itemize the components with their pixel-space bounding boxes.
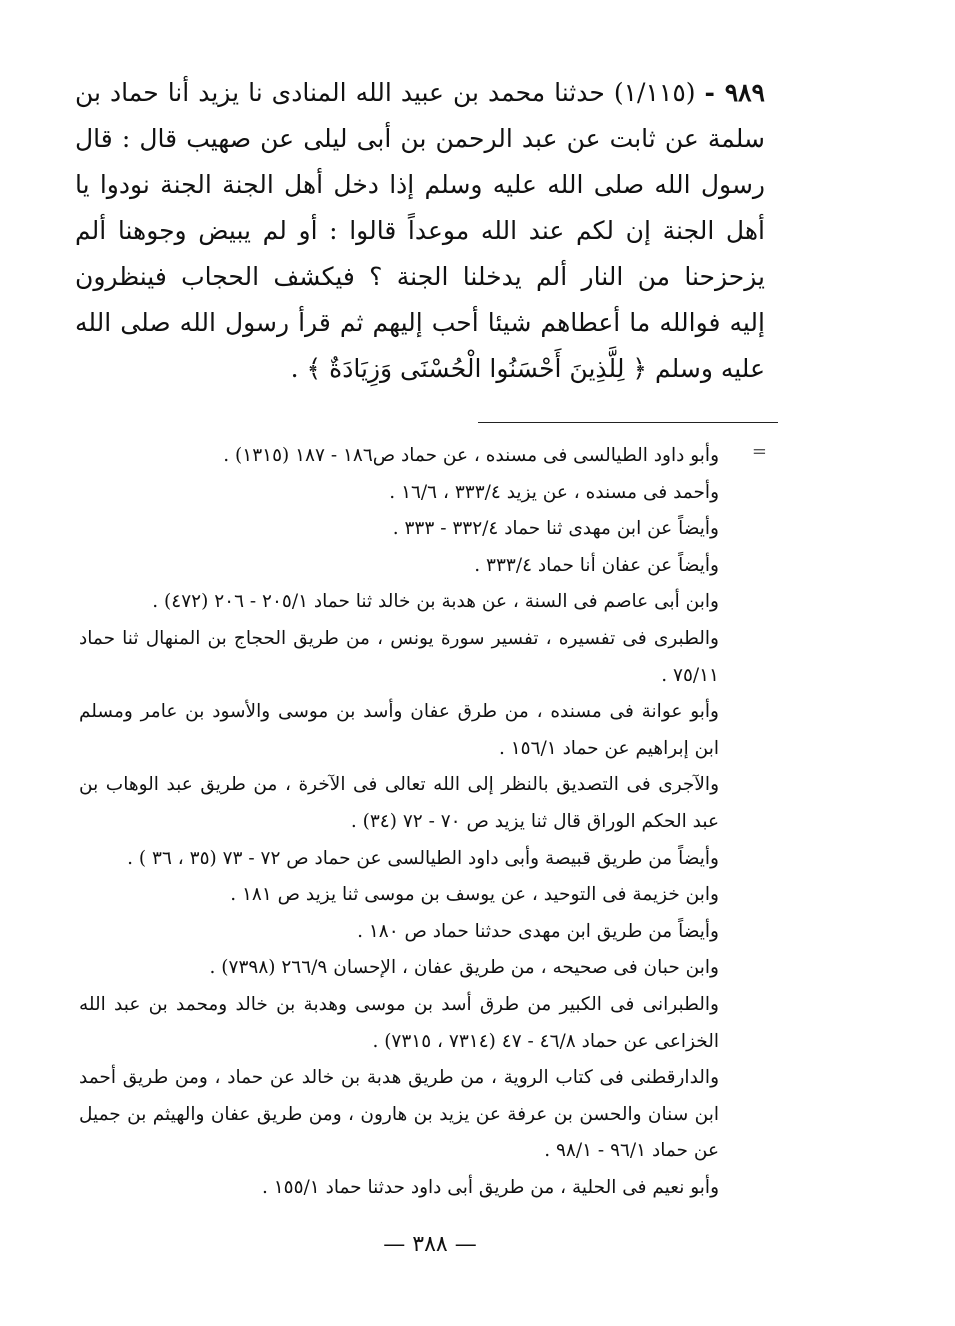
hadith-number: ٩٨٩ - [704, 78, 765, 107]
footnote-line: وأيضاً من طريق ابن مهدى حدثنا حماد ص ١٨٠ . [357, 920, 719, 942]
footnote-line: الخزاعى عن حماد ٤٦/٨ - ٤٧ (٧٣١٤ ، ٧٣١٥) . [372, 1030, 719, 1052]
hadith-line: إليه فوالله ما أعطاهم شيئا أحب إليهم ثم قرأ رسول الله صلى الله [75, 308, 765, 337]
hadith-text [75, 70, 765, 392]
footnote-line: ابن إبراهيم عن حماد ١٥٦/١ . [498, 737, 719, 759]
footnote-line: عبد الحكم الوراق قال ثنا يزيد ص ٧٠ - ٧٢ (٣٤) . [350, 810, 719, 832]
footnotes [79, 438, 719, 1206]
footnote-line: عن حماد ٩٦/١ - ٩٨/١ . [544, 1140, 719, 1162]
footnote-line: وأبو عوانة فى مسنده ، من طرق عفان وأسد بن موسى والأسود بن عامر ومسلم [79, 701, 719, 723]
hadith-line: سلمة عن ثابت عن عبد الرحمن بن أبى ليلى عن صهيب قال : قال [75, 124, 765, 153]
footnote-line: والآجرى فى التصديق بالنظر إلى الله تعالى فى الآخرة ، من طريق عبد الوهاب بن [79, 774, 719, 796]
footnote-line: وأيضاً عن ابن مهدى ثنا حماد ٣٣٢/٤ - ٣٣٣ . [392, 518, 719, 540]
page-number: — ٣٨٨ — [383, 1232, 477, 1257]
footnote-line: وأيضاً عن عفان أنا حماد ٣٣٣/٤ . [474, 554, 719, 576]
footnote-line: وأبو داود الطيالسى فى مسنده ، عن حماد ص١٨٦ - ١٨٧ (١٣١٥) . [223, 445, 719, 466]
hadith-line-text: (١/١١٥) حدثنا محمد بن عبيد الله المنادى نا يزيد أنا حماد بن [75, 78, 696, 107]
hadith-line [75, 70, 765, 116]
hadith-line: عليه وسلم ﴿ لِلَّذِينَ أَحْسَنُوا الْحُسْنَى وَزِيَادَةٌ ﴾ . [290, 354, 765, 383]
footnote-line: والدارقطنى فى كتاب الروية ، من طريق هدبة بن خالد عن حماد ، ومن طريق أحمد [79, 1067, 719, 1089]
hadith-line: رسول الله صلى الله عليه وسلم إذا دخل أهل الجنة الجنة نودوا يا [75, 170, 765, 199]
footnote-continuation-mark: = [751, 441, 767, 462]
footnote-line: وابن أبى عاصم فى السنة ، عن هدبة بن خالد ثنا حماد ٢٠٥/١ - ٢٠٦ (٤٧٢) . [152, 591, 719, 613]
hadith-line: يزحزحنا من النار ألم يدخلنا الجنة ؟ فيكشف الحجاب فينظرون [75, 262, 765, 291]
footnote-line: وأيضاً من طريق قبيصة وأبى داود الطيالسى عن حماد ص ٧٢ - ٧٣ (٣٥ ، ٣٦ ) . [127, 847, 719, 869]
footnote-line: والطبرى فى تفسيره ، تفسير سورة يونس ، من طريق الحجاج بن المنهال ثنا حماد [79, 627, 719, 649]
footnote-line: والطبرانى فى الكبير من طرق أسد بن موسى وهدبة بن خالد ومحمد بن عبد الله [79, 993, 719, 1015]
footnote-line: ابن سنان والحسن بن عرفة عن يزيد بن هارون ، ومن طريق عفان والهيثم بن جميل [79, 1103, 719, 1125]
hadith-line: أهل الجنة إن لكم عند الله موعداً قالوا : أو لم يبيض وجوهنا ألم [75, 216, 765, 245]
footnote-line: ٧٥/١١ . [661, 664, 719, 686]
footnote-line: وأحمد فى مسنده ، عن يزيد ٣٣٣/٤ ، ١٦/٦ . [389, 481, 719, 503]
footnote-separator [478, 422, 778, 423]
footnote-line: وابن خزيمة فى التوحيد ، عن يوسف بن موسى ثنا يزيد ص ١٨١ . [230, 884, 719, 906]
footnote-line: وابن حبان فى صحيحه ، من طريق عفان ، الإحسان ٢٦٦/٩ (٧٣٩٨) . [209, 957, 719, 979]
footnote-line: وأبو نعيم فى الحلية ، من طريق أبى داود حدثنا حماد ١٥٥/١ . [261, 1176, 719, 1198]
